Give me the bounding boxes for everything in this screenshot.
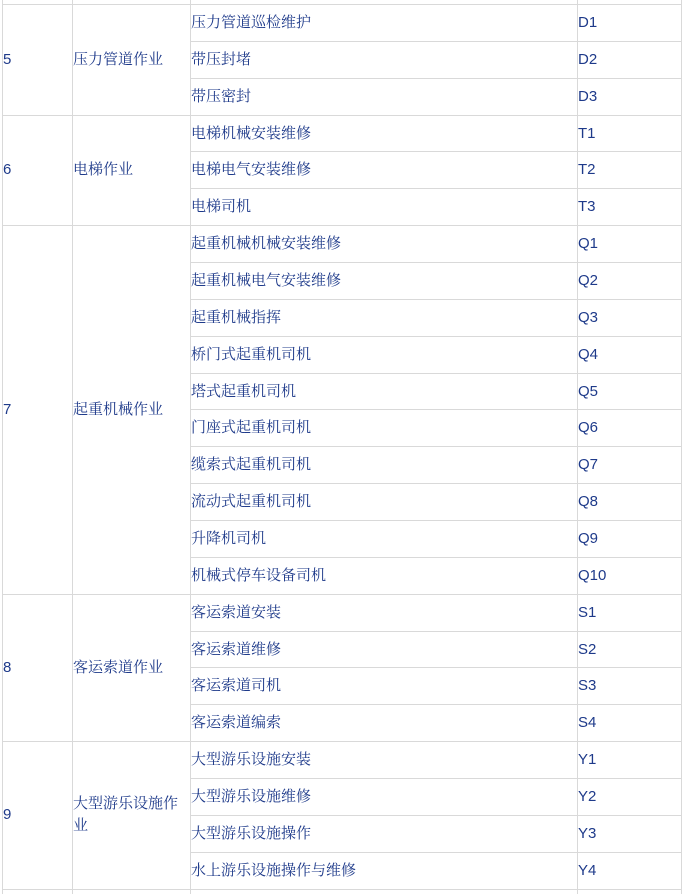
table-row bbox=[3, 115, 682, 152]
section-8-number-cell: 8 bbox=[3, 594, 73, 741]
item-name-cell: 机械式停车设备司机 bbox=[191, 557, 578, 594]
item-name-cell: 客运索道编索 bbox=[191, 705, 578, 742]
section-7-number-cell: 7 bbox=[3, 226, 73, 595]
item-name-cell: 起重机械机械安装维修 bbox=[191, 226, 578, 263]
item-code-cell: Q10 bbox=[578, 557, 682, 594]
item-name-cell: 大型游乐设施安装 bbox=[191, 742, 578, 779]
item-code-cell: Y4 bbox=[578, 852, 682, 889]
empty-cell bbox=[3, 889, 73, 894]
item-code-cell: D2 bbox=[578, 41, 682, 78]
item-code-cell: Q9 bbox=[578, 521, 682, 558]
item-code-cell: Q5 bbox=[578, 373, 682, 410]
item-code-cell: D3 bbox=[578, 78, 682, 115]
item-name-cell: 起重机械电气安装维修 bbox=[191, 263, 578, 300]
item-name-cell: 水上游乐设施操作与维修 bbox=[191, 852, 578, 889]
item-code-cell: S2 bbox=[578, 631, 682, 668]
table-row bbox=[3, 226, 682, 263]
section-9-category-cell: 大型游乐设施作业 bbox=[73, 742, 191, 889]
item-name-cell: 电梯机械安装维修 bbox=[191, 115, 578, 152]
item-code-cell: Y2 bbox=[578, 779, 682, 816]
item-code-cell: Q6 bbox=[578, 410, 682, 447]
special-equipment-operations-table bbox=[2, 0, 682, 894]
item-code-cell: Y1 bbox=[578, 742, 682, 779]
item-code-cell: Q2 bbox=[578, 263, 682, 300]
item-name-cell: 压力管道巡检维护 bbox=[191, 5, 578, 42]
item-name-cell: 客运索道维修 bbox=[191, 631, 578, 668]
section-9-number-cell: 9 bbox=[3, 742, 73, 889]
section-5-category-cell: 压力管道作业 bbox=[73, 5, 191, 116]
section-8-category-cell: 客运索道作业 bbox=[73, 594, 191, 741]
empty-cell bbox=[73, 889, 191, 894]
item-name-cell: 电梯电气安装维修 bbox=[191, 152, 578, 189]
table-row bbox=[3, 742, 682, 779]
item-name-cell: 桥门式起重机司机 bbox=[191, 336, 578, 373]
item-name-cell: 起重机械指挥 bbox=[191, 299, 578, 336]
item-code-cell: S4 bbox=[578, 705, 682, 742]
table-row bbox=[3, 5, 682, 42]
item-code-cell: D1 bbox=[578, 5, 682, 42]
item-name-cell: 客运索道安装 bbox=[191, 594, 578, 631]
section-6-number-cell: 6 bbox=[3, 115, 73, 226]
item-code-cell: Y3 bbox=[578, 815, 682, 852]
item-name-cell: 塔式起重机司机 bbox=[191, 373, 578, 410]
item-name-cell: 大型游乐设施操作 bbox=[191, 815, 578, 852]
section-7-category-cell: 起重机械作业 bbox=[73, 226, 191, 595]
item-name-cell: 门座式起重机司机 bbox=[191, 410, 578, 447]
item-name-cell: 客运索道司机 bbox=[191, 668, 578, 705]
item-name-cell: 流动式起重机司机 bbox=[191, 484, 578, 521]
item-name-cell: 带压密封 bbox=[191, 78, 578, 115]
item-name-cell: 升降机司机 bbox=[191, 521, 578, 558]
item-name-cell: 带压封堵 bbox=[191, 41, 578, 78]
item-code-cell: T2 bbox=[578, 152, 682, 189]
item-code-cell: Q8 bbox=[578, 484, 682, 521]
table-row bbox=[3, 594, 682, 631]
empty-cell bbox=[578, 889, 682, 894]
item-code-cell: S1 bbox=[578, 594, 682, 631]
table-row-partial-bottom bbox=[3, 889, 682, 894]
empty-cell bbox=[191, 889, 578, 894]
section-5-number-cell: 5 bbox=[3, 5, 73, 116]
item-code-cell: S3 bbox=[578, 668, 682, 705]
item-code-cell: Q7 bbox=[578, 447, 682, 484]
item-name-cell: 缆索式起重机司机 bbox=[191, 447, 578, 484]
section-6-category-cell: 电梯作业 bbox=[73, 115, 191, 226]
item-name-cell: 电梯司机 bbox=[191, 189, 578, 226]
item-code-cell: Q4 bbox=[578, 336, 682, 373]
item-name-cell: 大型游乐设施维修 bbox=[191, 779, 578, 816]
item-code-cell: T1 bbox=[578, 115, 682, 152]
item-code-cell: Q3 bbox=[578, 299, 682, 336]
item-code-cell: Q1 bbox=[578, 226, 682, 263]
item-code-cell: T3 bbox=[578, 189, 682, 226]
